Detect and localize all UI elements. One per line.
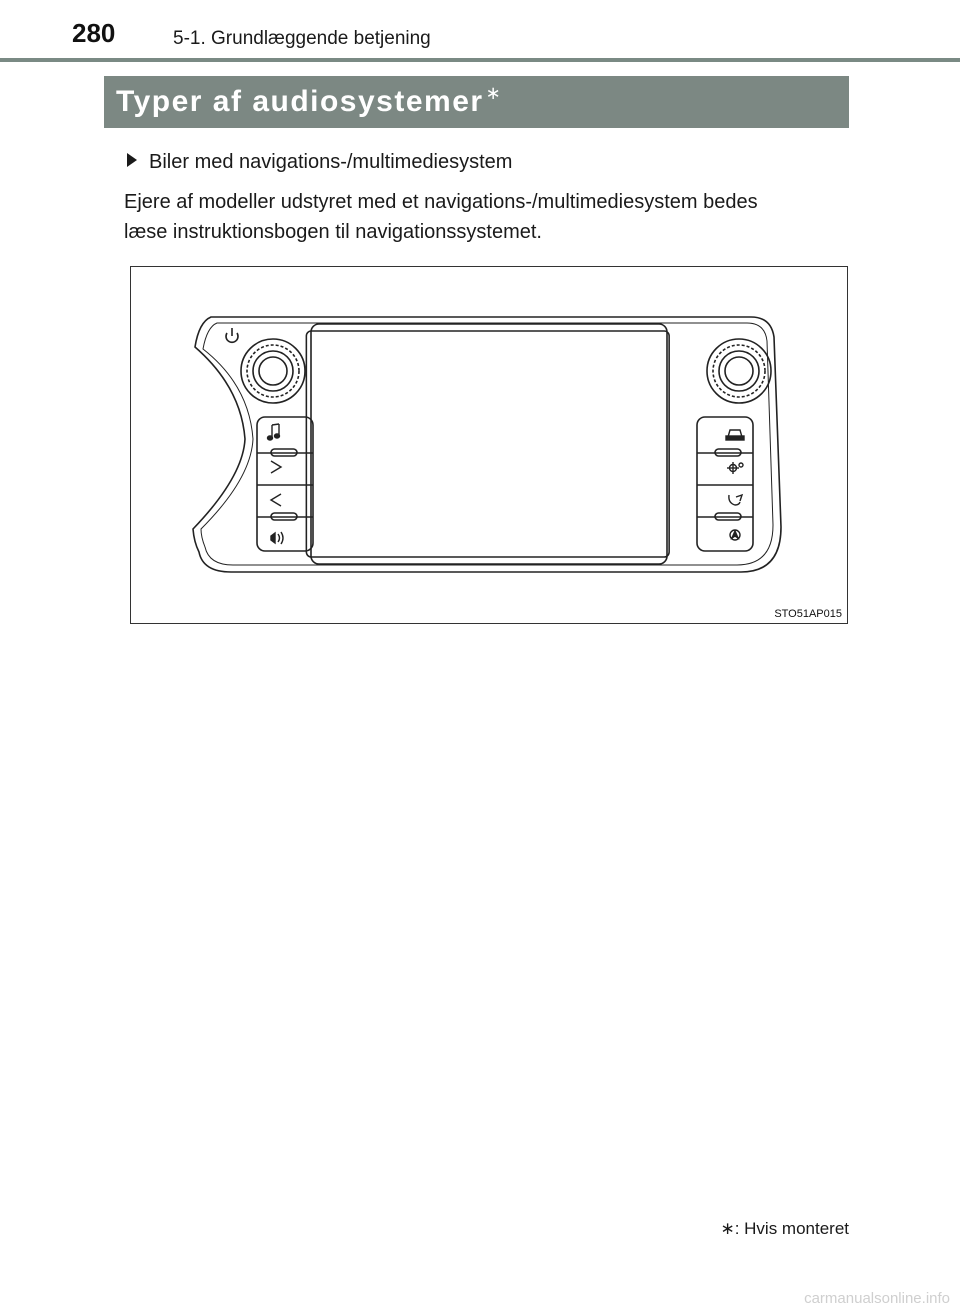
footnote: [720, 1219, 849, 1239]
bullet-item: [127, 151, 512, 174]
car-icon: [726, 430, 744, 440]
voice-icon: [271, 532, 283, 544]
power-icon: [226, 328, 238, 342]
music-note-icon: [268, 424, 280, 440]
footnote-asterisk: ∗: [720, 1219, 735, 1238]
figure-code: STO51AP015: [774, 608, 842, 620]
chapter-title: 5-1. Grundlæggende betjening: [173, 28, 431, 49]
prev-chevron-icon: [271, 494, 281, 506]
triangle-bullet-icon: [127, 153, 137, 167]
page-number: 280: [72, 18, 116, 48]
screen-frame: [311, 324, 667, 564]
watermark: carmanualsonline.info: [804, 1290, 950, 1307]
body-paragraph: [124, 187, 854, 247]
right-knob-outer: [707, 339, 771, 403]
outer-bezel: [193, 317, 781, 572]
section-title: [116, 85, 502, 119]
nav-icon: [730, 530, 740, 540]
paragraph-line-1: Ejere af modeller udstyret med et navigations-/multimediesystem bedes: [124, 191, 758, 213]
audio-unit-figure: [130, 266, 848, 624]
section-header-bar: [104, 76, 849, 128]
paragraph-line-2: læse instruktionsbogen til navigationssystemet.: [124, 221, 542, 243]
header-rule: [0, 58, 960, 62]
screen: [306, 331, 669, 557]
bullet-text: Biler med navigations-/multimediesystem: [149, 151, 513, 173]
next-chevron-icon: [271, 461, 281, 473]
left-button-panel: [257, 417, 313, 551]
phone-icon: [729, 495, 742, 505]
inner-bezel: [201, 323, 773, 565]
section-title-asterisk: ∗: [485, 83, 503, 103]
section-title-text: Typer af audiosystemer: [116, 85, 484, 118]
audio-unit-illustration: [131, 267, 847, 623]
left-knob-outer: [241, 339, 305, 403]
footnote-text: : Hvis monteret: [734, 1219, 849, 1238]
climate-icon: [727, 462, 743, 474]
